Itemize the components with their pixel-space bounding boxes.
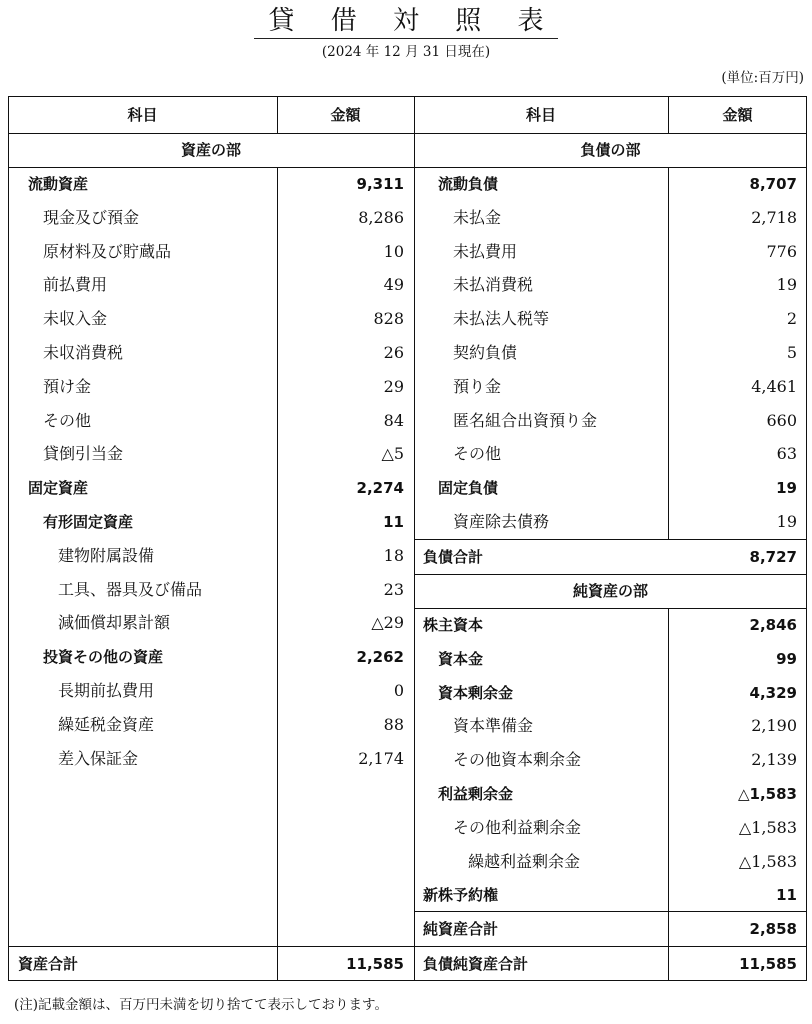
asset-row-value: 49 xyxy=(383,275,404,295)
asset-row-label: 未収入金 xyxy=(43,309,108,329)
divider-section-bottom xyxy=(8,167,807,168)
asset-row-value: 23 xyxy=(383,579,404,599)
divider-liab-subtotal-top xyxy=(414,539,807,540)
liability-row-value: 19 xyxy=(776,479,797,498)
asset-row-value: 2,274 xyxy=(356,479,404,498)
asset-row-label: その他 xyxy=(43,410,92,430)
asset-row-label: 現金及び預金 xyxy=(43,207,140,227)
asset-row-label: 工具、器具及び備品 xyxy=(58,579,203,599)
asset-row-value: 29 xyxy=(383,376,404,396)
liability-row-value: 19 xyxy=(776,275,797,295)
net-assets-total-value: 2,858 xyxy=(749,920,797,938)
footnote: (注)記載金額は、百万円未満を切り捨てて表示しております。 xyxy=(14,997,388,1013)
header-item-right: 科目 xyxy=(525,106,556,124)
header-amount-left: 金額 xyxy=(330,106,361,124)
asset-row-label: 建物附属設備 xyxy=(58,545,155,565)
asset-row-value: 2,174 xyxy=(358,748,404,768)
net-asset-row-label: 株主資本 xyxy=(423,616,484,634)
net-asset-row-label: 繰越利益剰余金 xyxy=(468,851,581,871)
unit-label: (単位:百万円) xyxy=(721,70,804,86)
liability-row-value: 2,718 xyxy=(751,207,797,227)
asset-row-label: 未収消費税 xyxy=(43,343,124,362)
net-asset-row-label: 資本金 xyxy=(438,649,484,668)
asset-row-label: 減価償却累計額 xyxy=(58,613,171,633)
net-asset-row-label: その他資本剰余金 xyxy=(453,750,582,770)
net-assets-total-label: 純資産合計 xyxy=(423,920,499,938)
liability-row-value: 776 xyxy=(766,241,797,261)
document-title-wrap xyxy=(0,4,812,39)
divider-header-bottom xyxy=(8,133,807,134)
asset-row-value: 84 xyxy=(383,410,404,430)
net-asset-row-value: 2,846 xyxy=(749,616,797,634)
liabilities-total-value: 8,727 xyxy=(749,548,797,566)
asset-row-label: 差入保証金 xyxy=(58,748,139,768)
liability-row-value: 4,461 xyxy=(751,376,797,396)
net-asset-row-value: △1,583 xyxy=(738,785,797,803)
liability-row-value: 8,707 xyxy=(749,175,797,193)
asset-row-value: △29 xyxy=(371,613,404,633)
balance-sheet-table xyxy=(8,96,807,981)
net-asset-row-label: その他利益剰余金 xyxy=(453,817,582,837)
divider-grand-total-top xyxy=(8,946,807,947)
liability-row-label: その他 xyxy=(453,444,502,464)
asset-row-label: 流動資産 xyxy=(28,175,89,193)
asset-row-label: 前払費用 xyxy=(43,275,108,295)
asset-row-value: 88 xyxy=(383,714,404,734)
grand-total-value: 11,585 xyxy=(739,955,797,973)
asset-row-value: △5 xyxy=(381,444,404,464)
liability-row-value: 2 xyxy=(786,309,797,329)
net-asset-row-value: 2,139 xyxy=(751,750,797,770)
asset-row-value: 8,286 xyxy=(358,207,404,227)
liability-row-value: 660 xyxy=(766,410,797,430)
liability-row-label: 預り金 xyxy=(453,376,502,396)
divider-net-total-top xyxy=(414,911,807,912)
net-assets-section-header: 純資産の部 xyxy=(572,582,648,600)
divider-liab-total-bottom xyxy=(414,574,807,575)
net-asset-row-value: 99 xyxy=(776,649,797,668)
liability-row-label: 固定負債 xyxy=(438,479,499,498)
asset-row-label: 貸倒引当金 xyxy=(43,444,124,464)
asset-row-label: 投資その他の資産 xyxy=(43,648,164,667)
net-asset-row-label: 利益剰余金 xyxy=(438,785,514,803)
asset-row-value: 18 xyxy=(383,545,404,565)
asset-row-label: 原材料及び貯蔵品 xyxy=(43,241,172,261)
header-item-left: 科目 xyxy=(127,106,158,124)
header-amount-right: 金額 xyxy=(722,106,753,124)
liability-row-value: 5 xyxy=(786,343,797,362)
net-asset-row-label: 資本剰余金 xyxy=(438,683,514,702)
grand-total-label: 負債純資産合計 xyxy=(423,955,529,973)
asset-row-label: 長期前払費用 xyxy=(58,681,155,700)
net-asset-row-label: 資本準備金 xyxy=(453,716,534,736)
net-asset-row-value: △1,583 xyxy=(738,817,797,837)
liabilities-section-header: 負債の部 xyxy=(580,141,641,159)
asset-row-value: 828 xyxy=(373,309,404,329)
liability-row-label: 未払法人税等 xyxy=(453,309,550,329)
asset-row-value: 26 xyxy=(383,343,404,362)
asset-row-label: 有形固定資産 xyxy=(43,513,134,531)
liability-row-value: 19 xyxy=(776,512,797,531)
liability-row-label: 流動負債 xyxy=(438,175,499,193)
net-asset-row-value: △1,583 xyxy=(738,851,797,871)
asset-row-value: 11 xyxy=(383,513,404,531)
as-of-date: (2024 年 12 月 31 日現在) xyxy=(321,44,491,60)
asset-row-value: 2,262 xyxy=(356,648,404,667)
net-asset-row-value: 4,329 xyxy=(749,683,797,702)
asset-row-value: 9,311 xyxy=(356,175,404,193)
liability-row-label: 匿名組合出資預り金 xyxy=(453,410,598,430)
assets-total-value: 11,585 xyxy=(346,955,404,973)
liability-row-label: 未払費用 xyxy=(453,241,518,261)
net-asset-row-value: 2,190 xyxy=(751,716,797,736)
asset-row-label: 固定資産 xyxy=(28,479,89,498)
net-asset-row-value: 11 xyxy=(776,886,797,905)
document-title: 貸 借 対 照 表 xyxy=(254,4,557,39)
divider-net-section-bottom xyxy=(414,608,807,609)
asset-row-label: 預け金 xyxy=(43,376,92,396)
assets-total-label: 資産合計 xyxy=(18,955,79,973)
liability-row-value: 63 xyxy=(776,444,797,464)
liability-row-label: 未払消費税 xyxy=(453,275,534,295)
liability-row-label: 契約負債 xyxy=(453,343,518,362)
liability-row-label: 資産除去債務 xyxy=(453,512,550,531)
asset-row-value: 10 xyxy=(383,241,404,261)
asset-row-label: 繰延税金資産 xyxy=(58,714,155,734)
liability-row-label: 未払金 xyxy=(453,207,502,227)
asset-row-value: 0 xyxy=(393,681,404,700)
assets-section-header: 資産の部 xyxy=(180,141,241,159)
net-asset-row-label: 新株予約権 xyxy=(423,886,499,905)
liabilities-total-label: 負債合計 xyxy=(423,548,484,566)
